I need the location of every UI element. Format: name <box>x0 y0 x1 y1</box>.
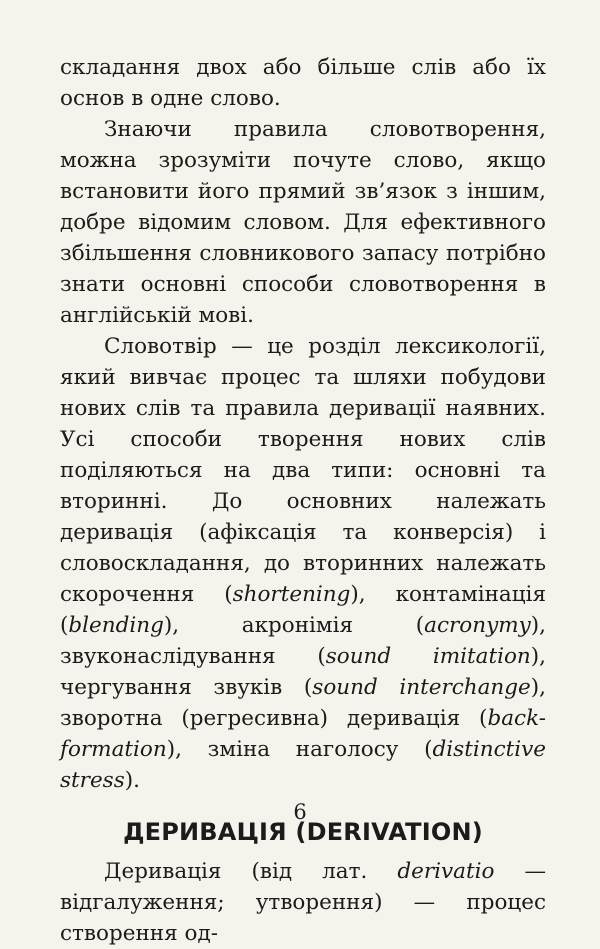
body-text <box>60 52 546 796</box>
text-run: Словотвір — це розділ лексикології, який вивчає процес та шляхи побудови нових слів та правила деривації наявних. Усі способи творення нових слів поділяються на два типи: основні та вторинні. До основних належать деривація (афіксація та конверсія) і словоскладання, до вторинних належать скорочення ( <box>60 334 546 607</box>
text-run: ), звуконаслідування ( <box>60 613 546 669</box>
term-sound-interchange: sound interchange <box>312 675 531 700</box>
text-run: ). <box>124 768 140 793</box>
text-run: ), зміна наголосу ( <box>166 737 433 762</box>
text-run: ), зворотна (регресивна) деривація ( <box>60 675 546 731</box>
term-shortening: shortening <box>232 582 351 607</box>
paragraph-derivation-definition <box>60 856 546 949</box>
term-sound-imitation: sound imitation <box>325 644 531 669</box>
term-blending: blending <box>68 613 164 638</box>
section-heading: ДЕРИВАЦІЯ (DERIVATION) <box>123 818 483 846</box>
page-number: 6 <box>293 800 307 824</box>
paragraph-word-formation-definition <box>60 331 546 796</box>
term-derivatio: derivatio <box>397 859 495 884</box>
body-text-derivation <box>60 856 546 949</box>
paragraph-continuation: складання двох або більше слів або їх основ в одне слово. <box>60 55 546 111</box>
text-run: Деривація (від лат. <box>104 859 398 884</box>
text-run: — відгалуження; утворення) — процес створення од- <box>60 859 546 946</box>
text-run: ), контамінація ( <box>60 582 547 638</box>
paragraph-word-formation-rules: Знаючи правила словотворення, можна зрозуміти почуте слово, якщо встановити його прямий зв’язок з іншим, добре відомим словом. Для ефективного збільшення словникового запасу потрібно знати основні способи словотворення в англійській мові. <box>60 117 546 328</box>
term-distinctive-stress: distinctive stress <box>60 737 546 793</box>
text-run: ), чергування звуків ( <box>60 644 546 700</box>
term-back-formation: back-formation <box>60 706 546 762</box>
term-acronymy: acronymy <box>424 613 531 638</box>
text-run: ), акронімія ( <box>163 613 425 638</box>
